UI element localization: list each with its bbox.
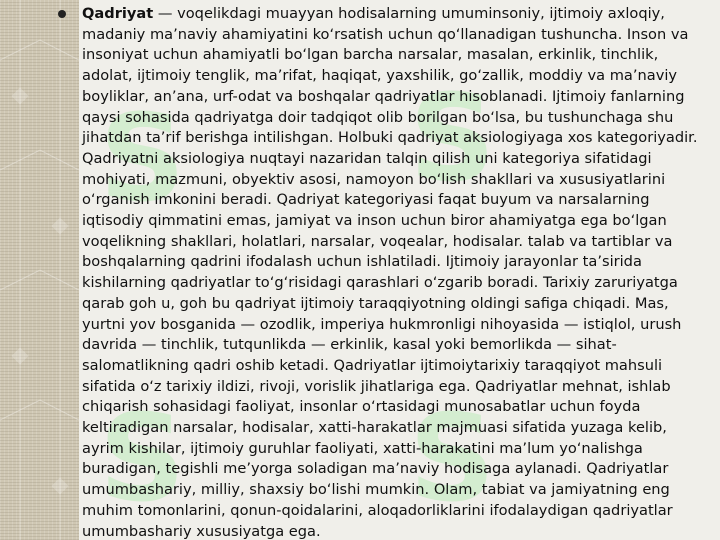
watermark-shape: S (409, 390, 496, 529)
definition-paragraph (82, 4, 708, 540)
term-heading: Qadriyat (82, 5, 154, 22)
watermark-shape: S (99, 90, 186, 229)
bullet-icon (58, 10, 66, 18)
watermark-shape: S (99, 390, 186, 529)
decorative-left-strip (0, 0, 79, 540)
definition-text: — voqelikdagi muayyan hodisalarning umuminsoniy, ijtimoiy axloqiy, madaniy ma’naviy ahamiyatini ko‘rsatish uchun qo‘llanadigan tushuncha. Inson va insoniyat uchun ahamiyatli bo‘lgan barcha narsalar, masalan, erkinlik, tinchlik, adolat, ijtimoiy tenglik, ma’rifat, haqiqat, yaxshilik, go‘zallik, moddiy va ma’naviy boyliklar, an’ana, urf-odat va boshqalar qadriyatlar hisoblanadi. Ijtimoiy fanlarning qaysi sohasida qadriyatga doir tadqiqot olib borilgan bo‘lsa, bu tushunchaga shu jihatdan ta’rif berishga intilishgan. Holbuki qadriyat aksiologiyaga xos kategoriyadir. Qadriyatni aksiologiya nuqtayi nazaridan talqin qilish uni kategoriya sifatidagi mohiyati, mazmuni, obyektiv asosi, namoyon bo‘lish shakllari va xususiyatlarini o‘rganish imkonini beradi. Qadriyat kategoriyasi faqat buyum va narsalarning iqtisodiy qimmatini emas, jamiyat va inson uchun biror ahamiyatga ega bo‘lgan voqelikning shakllari, holatlari, narsalar, voqealar, hodisalar. talab va tartiblar va boshqalarning qadrini ifodalash uchun ishlatiladi. Ijtimoiy jarayonlar ta’sirida kishilarning qadriyatlar to‘g‘risidagi qarashlari o‘zgarib boradi. Tarixiy zaruriyatga qarab goh u, goh bu qadriyat ijtimoiy taraqqiyotning oldingi safiga chiqadi. Mas, yurtni yov bosganida — ozodlik, imperiya hukmronligi nihoyasida — istiqlol, urush davrida — tinchlik, tutqunlikda — erkinlik, kasal yoki bemorlikda — sihat-salomatlikning qadri oshib ketadi. Qadriyatlar ijtimoiytarixiy taraqqiyot mahsuli sifatida o‘z tarixiy ildizi, rivoji, vorislik jihatlariga ega. Qadriyatlar mehnat, ishlab chiqarish sohasidagi faoliyat, insonlar o‘rtasidagi munosabatlar uchun foyda keltiradigan narsalar, hodisalar, xatti-harakatlar majmuasi sifatida yuzaga kelib, ayrim kishilar, ijtimoiy guruhlar faoliyati, xatti-harakatini ma’lum yo‘nalishga buradigan, tegishli me’yorga soladigan ma’naviy hodisaga aylanadi. Qadriyatlar umumbashariy, milliy, shaxsiy bo‘lishi mumkin. Olam, tabiat va jamiyatning eng muhim tomonlarini, qonun-qoidalarini, aloqadorliklarini ifodalaydigan qadriyatlar umumbashariy xususiyatga ega. (82, 5, 698, 540)
watermark-shape: S (409, 70, 496, 209)
decorative-pattern (0, 0, 79, 540)
